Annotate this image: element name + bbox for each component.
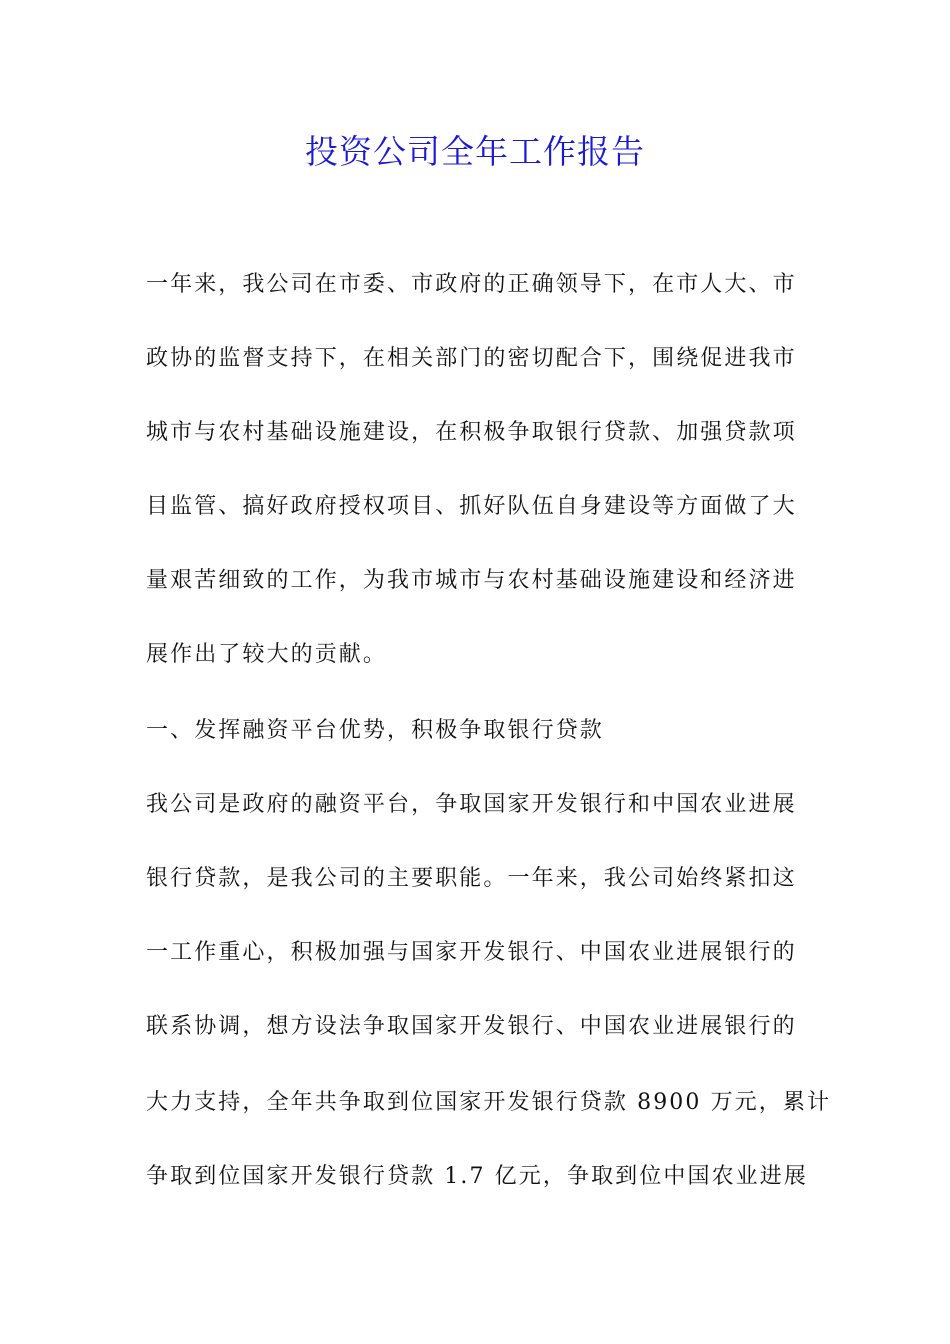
paragraph-line: 银行贷款，是我公司的主要职能。一年来，我公司始终紧扣这 — [146, 866, 797, 891]
paragraph-line: 展作出了较大的贡献。 — [146, 642, 388, 667]
paragraph-line: 我公司是政府的融资平台，争取国家开发银行和中国农业进展 — [146, 792, 797, 817]
paragraph-line: 一工作重心，积极加强与国家开发银行、中国农业进展银行的 — [146, 940, 797, 965]
paragraph-line: 政协的监督支持下，在相关部门的密切配合下，围绕促进我市 — [146, 346, 797, 371]
paragraph-line: 目监管、搞好政府授权项目、抓好队伍自身建设等方面做了大 — [146, 494, 797, 519]
paragraph-line: 大力支持，全年共争取到位国家开发银行贷款 8900 万元，累计 — [146, 1090, 832, 1115]
paragraph-line: 量艰苦细致的工作，为我市城市与农村基础设施建设和经济进 — [146, 568, 797, 593]
document-title: 投资公司全年工作报告 — [305, 132, 645, 171]
paragraph-line: 城市与农村基础设施建设，在积极争取银行贷款、加强贷款项 — [146, 420, 797, 445]
paragraph-line: 一年来，我公司在市委、市政府的正确领导下，在市人大、市 — [146, 272, 797, 297]
section-heading: 一、发挥融资平台优势，积极争取银行贷款 — [146, 718, 604, 743]
paragraph-line: 争取到位国家开发银行贷款 1.7 亿元，争取到位中国农业进展 — [146, 1164, 808, 1189]
paragraph-line: 联系协调，想方设法争取国家开发银行、中国农业进展银行的 — [146, 1014, 797, 1039]
